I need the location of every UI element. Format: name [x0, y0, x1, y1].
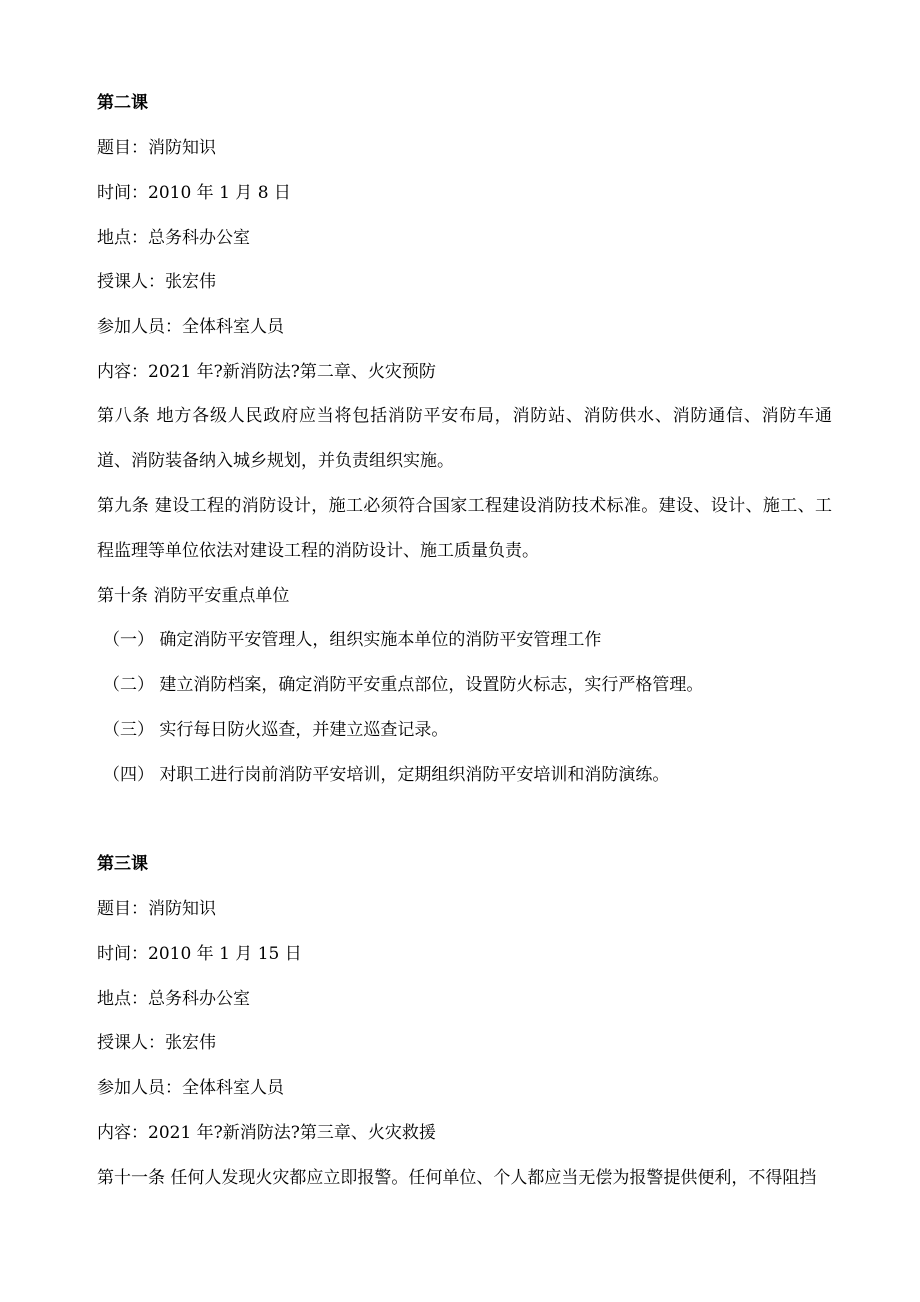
- lesson3-place: 地点：总务科办公室: [97, 989, 250, 1009]
- lesson2-heading: 第二课: [97, 93, 148, 113]
- lesson3-topic: 题目：消防知识: [97, 899, 216, 919]
- lesson3-article-11: 第十一条 任何人发现火灾都应立即报警。任何单位、个人都应当无偿为报警提供便利，不得阻挡: [97, 1168, 817, 1188]
- lesson2-time: 时间：2010 年 1 月 8 日: [97, 183, 291, 203]
- lesson2-attendees: 参加人员：全体科室人员: [97, 317, 284, 337]
- lesson3-heading: 第三课: [97, 854, 148, 874]
- lesson2-lecturer: 授课人：张宏伟: [97, 272, 216, 292]
- lesson2-topic: 题目：消防知识: [97, 138, 216, 158]
- lesson2-item-2: （二） 建立消防档案，确定消防平安重点部位，设置防火标志，实行严格管理。: [103, 675, 704, 695]
- lesson2-article-9: 第九条 建设工程的消防设计，施工必须符合国家工程建设消防技术标准。建设、设计、施工、工程监理等单位依法对建设工程的消防设计、施工质量负责。: [97, 496, 832, 561]
- lesson2-content: 内容：2021 年?新消防法?第二章、火灾预防: [97, 362, 436, 382]
- lesson2-place: 地点：总务科办公室: [97, 228, 250, 248]
- lesson2-item-3: （三） 实行每日防火巡查，并建立巡查记录。: [103, 720, 449, 740]
- lesson3-time: 时间：2010 年 1 月 15 日: [97, 944, 302, 964]
- lesson3-content: 内容：2021 年?新消防法?第三章、火灾救援: [97, 1123, 436, 1143]
- lesson2-article-8: 第八条 地方各级人民政府应当将包括消防平安布局，消防站、消防供水、消防通信、消防车通道、消防装备纳入城乡规划，并负责组织实施。: [97, 406, 832, 471]
- lesson2-item-4: （四） 对职工进行岗前消防平安培训，定期组织消防平安培训和消防演练。: [103, 765, 670, 785]
- lesson2-article-10: 第十条 消防平安重点单位: [97, 586, 290, 606]
- lesson3-attendees: 参加人员：全体科室人员: [97, 1078, 284, 1098]
- lesson3-lecturer: 授课人：张宏伟: [97, 1033, 216, 1053]
- lesson2-item-1: （一） 确定消防平安管理人，组织实施本单位的消防平安管理工作: [103, 630, 602, 650]
